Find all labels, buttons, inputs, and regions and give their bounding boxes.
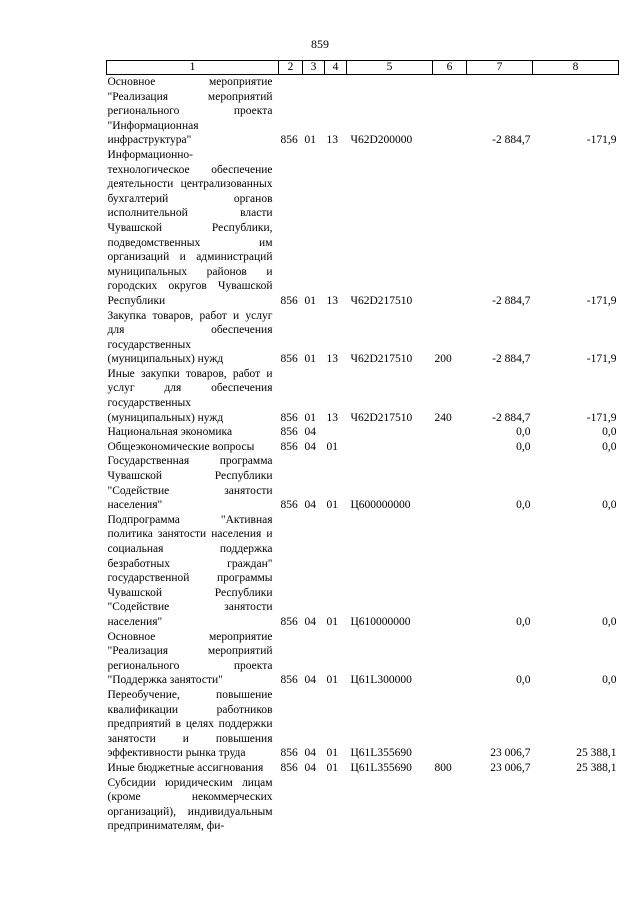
row-amount-1-cell: -2 884,7: [492, 353, 531, 366]
header-col-6: 6: [433, 61, 467, 75]
row-name-cell: Подпрограмма "Активная политика занятости населения и социальная поддержка безработных граждан" государственной программы Чувашской Республики "Содействие занятости населения": [107, 513, 273, 628]
header-col-7: 7: [467, 61, 533, 75]
row-amount-1-cell: 0,0: [516, 426, 531, 439]
row-section-cell: [303, 776, 325, 834]
row-subsection-cell: 13: [326, 134, 338, 147]
row-section-cell: 04: [304, 440, 316, 453]
row-amount-2-cell: 0,0: [602, 615, 617, 628]
row-section-cell: 04: [304, 426, 316, 439]
table-row: [107, 761, 619, 776]
table-row: [107, 148, 619, 309]
row-section-cell: 01: [304, 353, 316, 366]
table-row: [107, 688, 619, 761]
row-amount-1-cell: 0,0: [516, 674, 531, 687]
row-target-article-cell: Ц61L300000: [350, 674, 412, 687]
row-name-cell: Основное мероприятие "Реализация мероприятий регионального проекта "Информационная инфраструктура": [107, 76, 273, 147]
row-section-cell: 04: [304, 674, 316, 687]
row-target-article-cell: Ч62D217510: [350, 353, 413, 366]
row-name-cell: Субсидии юридическим лицам (кроме некоммерческих организаций), индивидуальным предпринимателям, фи-: [107, 776, 273, 833]
row-amount-2-cell: 0,0: [602, 426, 617, 439]
table-row: [107, 309, 619, 367]
table-row: [107, 454, 619, 512]
row-name-cell: Иные бюджетные ассигнования: [107, 761, 264, 774]
row-target-article-cell: Ц610000000: [350, 615, 411, 628]
row-subsection-cell: [325, 776, 347, 834]
row-amount-2-cell: 25 388,1: [576, 747, 617, 760]
row-amount-1-cell: 0,0: [516, 615, 531, 628]
row-expense-type-cell: [433, 630, 467, 688]
row-code-cell: 856: [280, 747, 298, 760]
row-target-article-cell: [347, 440, 433, 455]
row-subsection-cell: 13: [326, 353, 338, 366]
row-amount-1-cell: [467, 776, 533, 834]
row-expense-type-cell: [433, 440, 467, 455]
row-code-cell: 856: [280, 426, 298, 439]
row-amount-2-cell: -171,9: [586, 353, 617, 366]
row-expense-type-cell: [433, 425, 467, 440]
row-subsection-cell: 01: [326, 499, 338, 512]
row-section-cell: 04: [304, 761, 316, 774]
table-row: [107, 440, 619, 455]
row-amount-2-cell: 0,0: [602, 674, 617, 687]
row-expense-type-cell: [433, 454, 467, 512]
row-subsection-cell: 01: [326, 440, 338, 453]
row-code-cell: 856: [280, 134, 298, 147]
row-target-article-cell: Ч62D217510: [350, 411, 413, 424]
row-expense-type-cell: [433, 513, 467, 630]
row-amount-1-cell: -2 884,7: [492, 294, 531, 307]
row-name-cell: Закупка товаров, работ и услуг для обеспечения государственных (муниципальных) нужд: [107, 309, 273, 366]
row-code-cell: [279, 776, 303, 834]
header-col-8: 8: [533, 61, 619, 75]
row-subsection-cell: 13: [326, 294, 338, 307]
row-target-article-cell: Ц600000000: [350, 499, 411, 512]
row-amount-2-cell: 0,0: [602, 499, 617, 512]
row-section-cell: 01: [304, 294, 316, 307]
row-subsection-cell: 13: [326, 411, 338, 424]
row-name-cell: Иные закупки товаров, работ и услуг для обеспечения государственных (муниципальных) нужд: [107, 367, 273, 424]
row-name-cell: Общеэкономические вопросы: [107, 440, 255, 453]
header-col-4: 4: [325, 61, 347, 75]
row-target-article-cell: Ц61L355690: [350, 761, 412, 774]
row-amount-1-cell: -2 884,7: [492, 411, 531, 424]
row-amount-2-cell: 0,0: [602, 440, 617, 453]
row-target-article-cell: [347, 776, 433, 834]
header-col-2: 2: [279, 61, 303, 75]
row-code-cell: 856: [280, 440, 298, 453]
row-amount-2-cell: -171,9: [586, 134, 617, 147]
row-code-cell: 856: [280, 761, 298, 774]
row-name-cell: Основное мероприятие "Реализация мероприятий регионального проекта "Поддержка занятости": [107, 630, 273, 687]
row-amount-1-cell: 0,0: [516, 440, 531, 453]
row-subsection-cell: 01: [326, 615, 338, 628]
row-amount-2-cell: -171,9: [586, 411, 617, 424]
row-section-cell: 04: [304, 615, 316, 628]
table-row: [107, 776, 619, 834]
row-target-article-cell: Ц61L355690: [350, 747, 412, 760]
row-name-cell: Информационно-технологическое обеспечение деятельности централизованных бухгалтерий органов исполнительной власти Чувашской Республики, подведомственных им организаций и администраций муниципальных районов и городских округов Чувашской Республики: [107, 148, 273, 307]
row-amount-1-cell: -2 884,7: [492, 134, 531, 147]
table-row: [107, 630, 619, 688]
row-name-cell: Национальная экономика: [107, 426, 233, 439]
row-target-article-cell: Ч62D217510: [350, 294, 413, 307]
row-amount-2-cell: [533, 776, 619, 834]
row-amount-2-cell: 25 388,1: [576, 761, 617, 774]
row-code-cell: 856: [280, 411, 298, 424]
row-section-cell: 01: [304, 134, 316, 147]
row-code-cell: 856: [280, 499, 298, 512]
row-code-cell: 856: [280, 615, 298, 628]
row-subsection-cell: [325, 425, 347, 440]
header-row: [107, 61, 619, 75]
table-row: [107, 75, 619, 148]
budget-table: [106, 60, 619, 834]
row-expense-type-cell: [433, 776, 467, 834]
header-col-3: 3: [303, 61, 325, 75]
row-expense-type-cell: [433, 688, 467, 761]
row-amount-2-cell: -171,9: [586, 294, 617, 307]
row-expense-type-cell: [433, 148, 467, 309]
row-target-article-cell: Ч62D200000: [350, 134, 413, 147]
row-name-cell: Государственная программа Чувашской Республики "Содействие занятости населения": [107, 455, 273, 512]
table-row: [107, 513, 619, 630]
row-code-cell: 856: [280, 353, 298, 366]
row-expense-type-cell: 200: [434, 353, 452, 366]
row-section-cell: 04: [304, 747, 316, 760]
row-code-cell: 856: [280, 674, 298, 687]
row-expense-type-cell: 240: [434, 411, 452, 424]
table-row: [107, 367, 619, 425]
page-number: 859: [311, 37, 329, 51]
row-amount-1-cell: 23 006,7: [490, 747, 531, 760]
row-code-cell: 856: [280, 294, 298, 307]
row-subsection-cell: 01: [326, 761, 338, 774]
header-col-5: 5: [347, 61, 433, 75]
row-name-cell: Переобучение, повышение квалификации работников предприятий в целях поддержки занятости и повышения эффективности рынка труда: [107, 688, 273, 760]
row-expense-type-cell: 800: [434, 761, 452, 774]
row-amount-1-cell: 0,0: [516, 499, 531, 512]
row-section-cell: 01: [304, 411, 316, 424]
row-expense-type-cell: [433, 75, 467, 148]
row-amount-1-cell: 23 006,7: [490, 761, 531, 774]
row-target-article-cell: [347, 425, 433, 440]
row-section-cell: 04: [304, 499, 316, 512]
header-col-1: 1: [107, 61, 279, 75]
row-subsection-cell: 01: [326, 674, 338, 687]
row-subsection-cell: 01: [326, 747, 338, 760]
table-row: [107, 425, 619, 440]
